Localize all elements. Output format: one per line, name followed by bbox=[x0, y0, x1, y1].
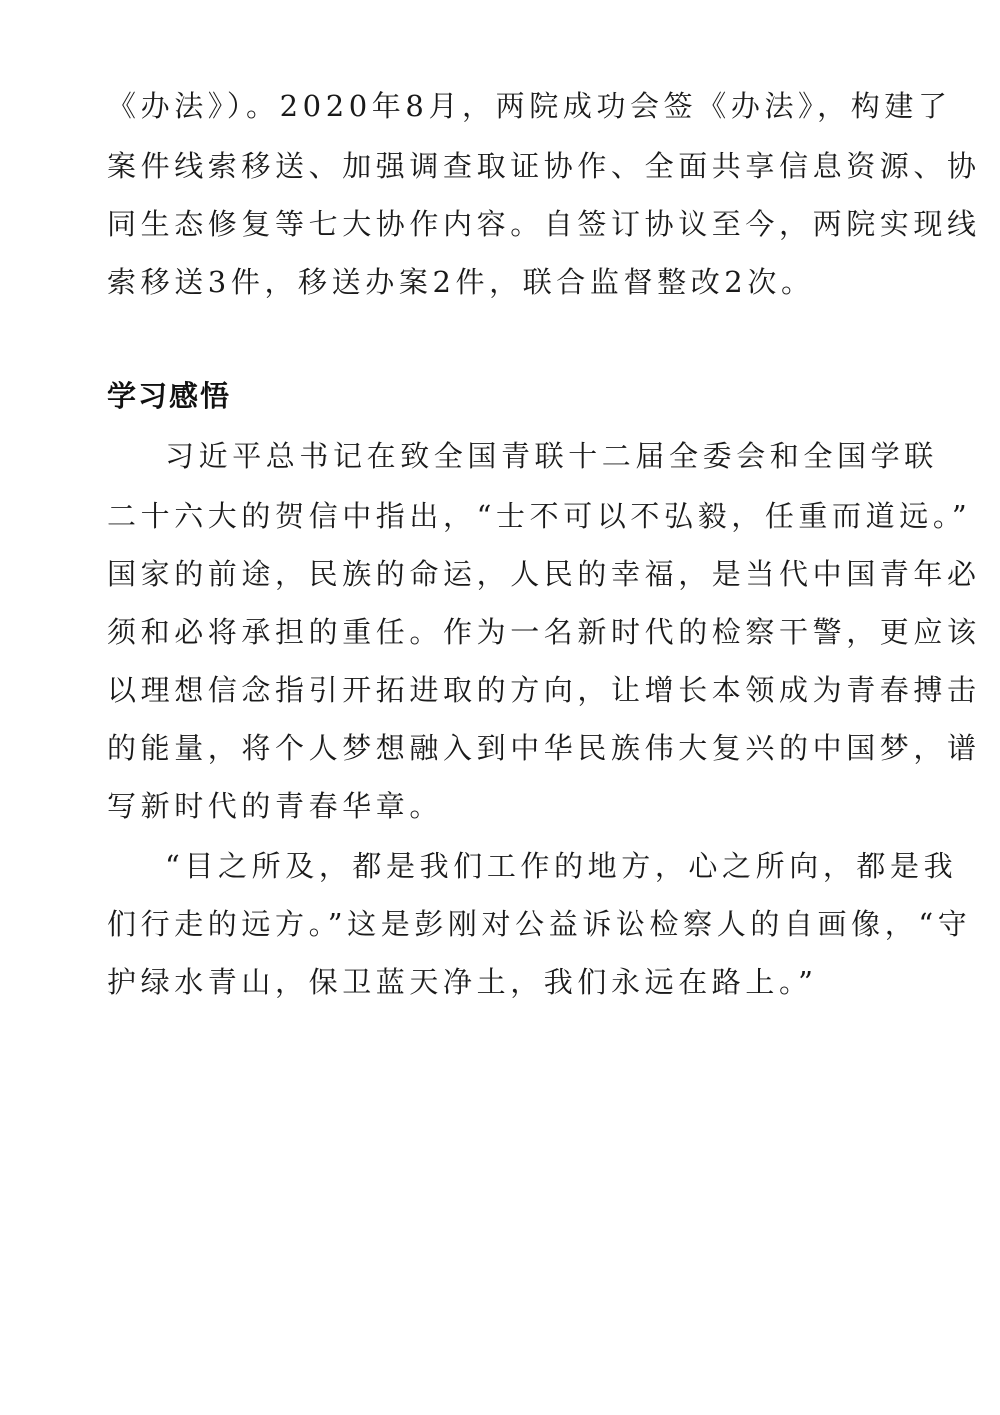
paragraph-1-line-3: 国家的前途，民族的命运，人民的幸福，是当代中国青年必 bbox=[107, 557, 981, 591]
paragraph-1-line-5: 以理想信念指引开拓进取的方向，让增长本领成为青春搏击 bbox=[107, 673, 981, 707]
paragraph-2-line-1: “目之所及，都是我们工作的地方，心之所向，都是我 bbox=[165, 849, 958, 883]
paragraph-1-line-2: 二十六大的贺信中指出，“士不可以不弘毅，任重而道远。” bbox=[107, 499, 972, 533]
paragraph-1-line-7: 写新时代的青春华章。 bbox=[107, 789, 444, 823]
paragraph-1-line-1: 习近平总书记在致全国青联十二届全委会和全国学联 bbox=[165, 439, 938, 473]
paragraph-1-line-4: 须和必将承担的重任。作为一名新时代的检察干警，更应该 bbox=[107, 615, 981, 649]
paragraph-top-line-2: 案件线索移送、加强调查取证协作、全面共享信息资源、协 bbox=[107, 149, 981, 183]
paragraph-2-line-2: 们行走的远方。”这是彭刚对公益诉讼检察人的自画像，“守 bbox=[107, 907, 972, 941]
paragraph-2-line-3: 护绿水青山，保卫蓝天净土，我们永远在路上。” bbox=[107, 965, 818, 999]
paragraph-top-line-1: 《办法》）。2020年8月，两院成功会签《办法》，构建了 bbox=[107, 89, 952, 123]
paragraph-top-line-3: 同生态修复等七大协作内容。自签订协议至今，两院实现线 bbox=[107, 207, 981, 241]
paragraph-top-line-4: 索移送3件，移送办案2件，联合监督整改2次。 bbox=[107, 265, 815, 299]
section-heading: 学习感悟 bbox=[107, 379, 232, 413]
paragraph-1-line-6: 的能量，将个人梦想融入到中华民族伟大复兴的中国梦，谱 bbox=[107, 731, 981, 765]
